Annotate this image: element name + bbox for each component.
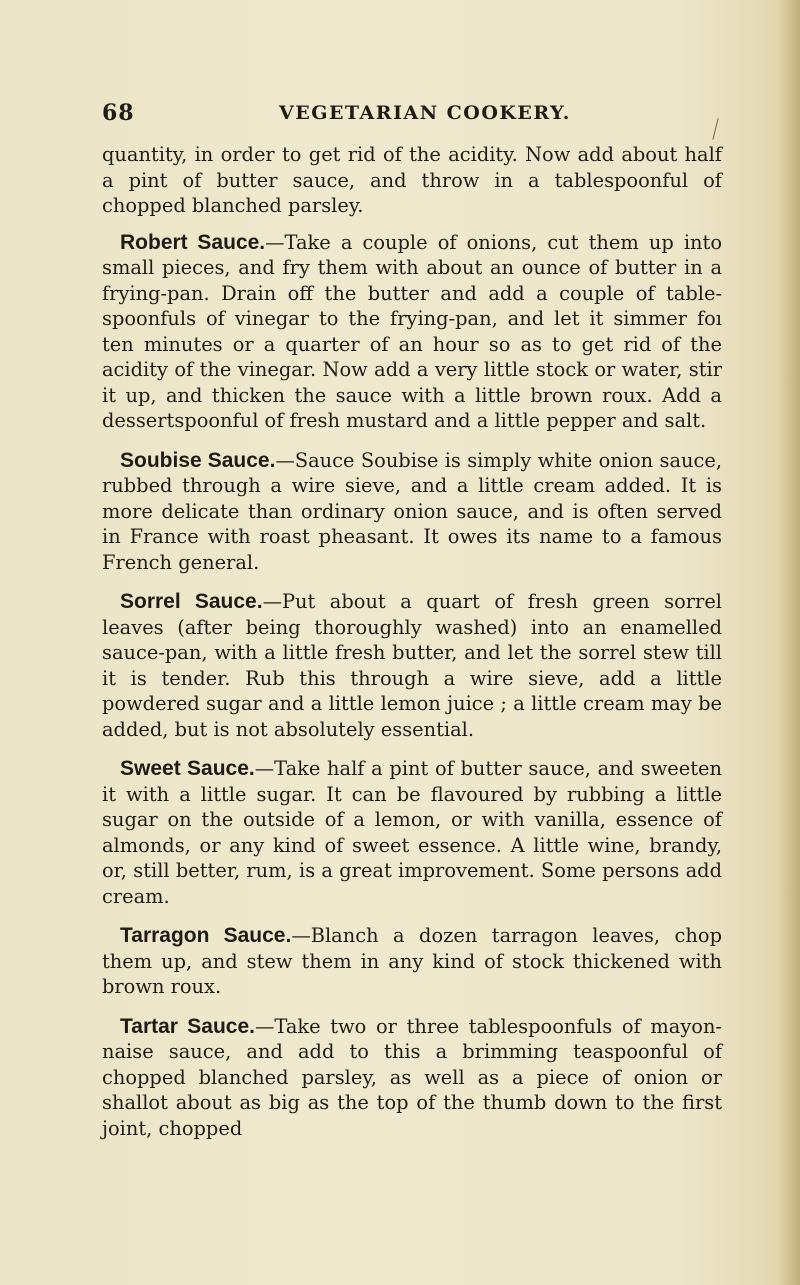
recipe-text: —Take half a pint of butter sauce, and sweeten it with a little sugar. It can be flavoured by rubbing a little sugar on the outside of a lemon, or with vanilla, essence of almonds, or any kind of sweet essence. A little wine, brandy, or, still better, rum, is a great improvement. Some persons add cream.	[102, 757, 723, 908]
page-header	[102, 100, 722, 130]
recipe-text: —Sauce Soubise is simply white onion sauce, rubbed through a wire sieve, and a little cream added. It is more delicate than ordinary onion sauce, and is often served in France with roast pheasant. It owes its name to a famous French general.	[102, 448, 722, 574]
running-head: VEGETARIAN COOKERY.	[279, 102, 571, 124]
continuation-paragraph: quantity, in order to get rid of the acidity. Now add about half a pint of butter sauce, and throw in a tablespoonful of chopped blanched parsley.	[102, 143, 722, 217]
recipe-text: —Take a couple of onions, cut them up into small pieces, and fry them with about an ounce of butter in a frying-pan. Drain off the butter and add a couple of table-spoonfuls of vinegar to the frying-pan, and let it simmer foı ten minutes or a quarter of an hour so as to get rid of the acidity of the vinegar. Now add a very little stock or water, stir it up, and thicken the sauce with a little brown roux. Add a dessertspoonful of fresh mustard and a little pepper and salt.	[102, 230, 722, 432]
recipe-text: —Blanch a dozen tarragon leaves, chop them up, and stew them in any kind of stock thickened with brown roux.	[102, 924, 722, 998]
recipe-text: —Take two or three tablespoonfuls of mayon-naise sauce, and add to this a brimming teaspoonful of chopped blanched parsley, as well as a piece of onion or shallot about as big as the top of the thumb down to the first joint, chopped	[102, 1014, 722, 1140]
page-body	[102, 142, 722, 1155]
recipe-heading: Soubise Sauce.	[120, 448, 276, 472]
recipe-paragraph-soubise-sauce	[102, 448, 722, 576]
recipe-paragraph-sweet-sauce	[102, 756, 722, 909]
recipe-paragraph-tartar-sauce	[102, 1014, 722, 1142]
recipe-text: —Put about a quart of fresh green sorrel leaves (after being thoroughly washed) into an enamelled sauce-pan, with a little fresh butter, and let the sorrel stew till it is tender. Rub this through a wire sieve, add a little powdered sugar and a little lemon juice ; a little cream may be added, but is not absolutely essential.	[102, 590, 722, 741]
recipe-paragraph-robert-sauce	[102, 230, 722, 434]
recipe-heading: Tartar Sauce.	[120, 1014, 255, 1038]
page-number: 68	[102, 100, 135, 126]
recipe-heading: Sorrel Sauce.	[120, 590, 263, 613]
recipe-heading: Robert Sauce.	[120, 230, 266, 254]
recipe-paragraph-sorrel-sauce	[102, 589, 722, 742]
recipe-heading: Tarragon Sauce.	[120, 924, 292, 947]
recipe-paragraph-tarragon-sauce	[102, 923, 722, 1000]
recipe-heading: Sweet Sauce.	[120, 757, 255, 780]
page-edge-shadow	[778, 0, 800, 1285]
